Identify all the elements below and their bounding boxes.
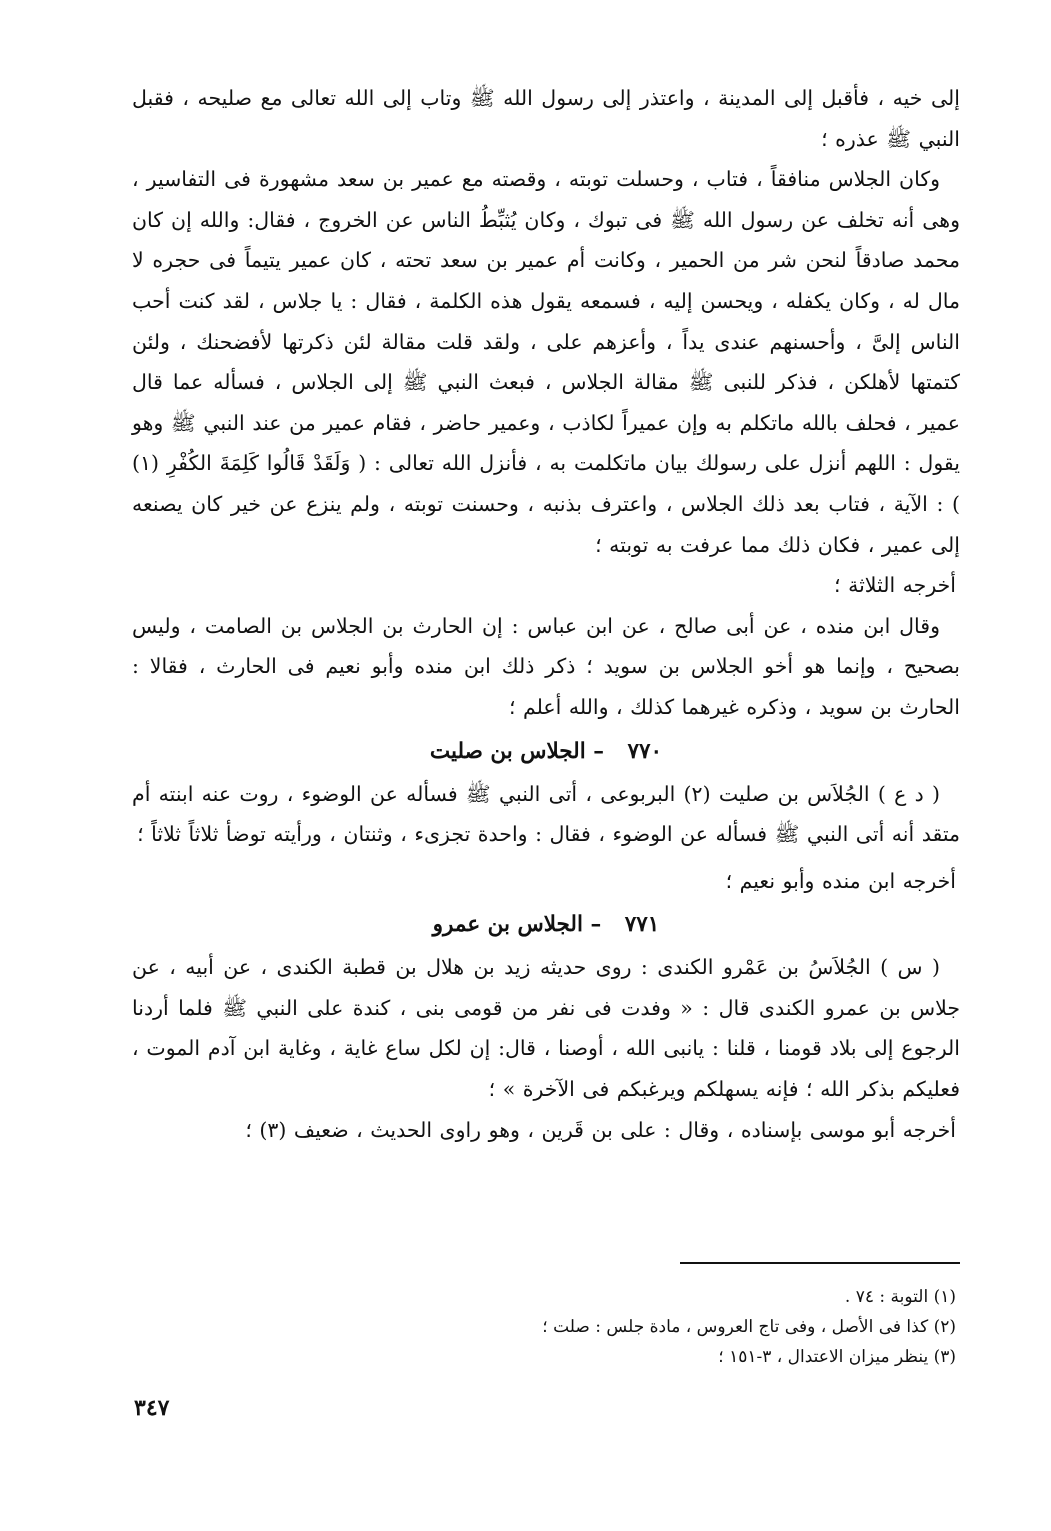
entry-770-attribution: أخرجه ابن منده وأبو نعيم ؛ [725, 868, 956, 893]
paragraph-story: وكان الجلاس منافقاً ، فتاب ، وحسلت توبته ، وقصته مع عمير بن سعد مشهورة فى التفاسير ، وهى أنه تخلف عن رسول الله ﷺ فى تبوك ، وكان يُثبِّطُ الناس عن الخروج ، فقال: والله إن كان محمد صادقاً لنحن شر من الحمير ، وكانت أم عمير بن سعد تحته ، كان عمير يتيماً فى حجره لا مال له ، وكان يكفله ، ويحسن إليه ، فسمعه يقول هذه الكلمة ، فقال : يا جلاس ، لقد كنت أحب الناس إلىَّ ، وأحسنهم عندى يداً ، وأعزهم على ، ولقد قلت مقالة لئن ذكرتها لأفضحنك ، ولئن كتمتها لأهلكن ، فذكر للنبى ﷺ مقالة الجلاس ، فبعث النبي ﷺ إلى الجلاس ، فسأله عما قال عمير ، فحلف بالله ماتكلم به وإن عميراً لكاذب ، وعمير حاضر ، فقام عمير من عند النبي ﷺ وهو يقول : اللهم أنزل على رسولك بيان ماتكلمت به ، فأنزل الله تعالى : ( وَلَقَدْ قَالُوا كَلِمَةَ الكُفْرِ (١) ) : الآية ، فتاب بعد ذلك الجلاس ، واعترف بذنبه ، وحسنت توبته ، ولم ينزع عن خير كان يصنعه إلى عمير ، فكان ذلك مما عرفت به توبته ؛ [132, 167, 960, 557]
entry-heading-771 [132, 905, 960, 945]
entry-771-text: ( س ) الجُلاَسُ بن عَمْرو الكندى : روى حديثه زيد بن هلال بن قطبة الكندى ، عن أبيه ، عن جلاس بن عمرو الكندى قال : « وفدت فى نفر من قومى بنى ، كندة على النبي ﷺ فلما أردنا الرجوع إلى بلاد قومنا ، قلنا : يانبى الله ، أوصنا ، قال: إن لكل ساع غاية ، وغاية ابن آدم الموت ، فعليكم بذكر الله ؛ فإنه يسهلكم ويرغبكم فى الآخرة » ؛ [132, 955, 960, 1102]
entry-title: الجلاس بن عمرو [432, 912, 583, 938]
paragraph-ibn-mandah: وقال ابن منده ، عن أبى صالح ، عن ابن عباس : إن الحارث بن الجلاس بن الصامت ، وليس بصحيح ، وإنما هو أخو الجلاس بن سويد ؛ ذكر ذلك ابن منده وأبو نعيم فى الحارث ، فقالا : الحارث بن سويد ، وذكره غيرهما كذلك ، والله أعلم ؛ [132, 613, 960, 719]
footnote-1: (١) التوبة : ٧٤ . [844, 1287, 956, 1307]
entry-dash: – [590, 912, 602, 938]
page-number: ٣٤٧ [134, 1395, 170, 1421]
entry-number: ٧٧١ [624, 912, 660, 938]
entry-title: الجلاس بن صليت [429, 738, 586, 764]
footnote-divider [680, 1262, 960, 1264]
entry-771-attribution: أخرجه أبو موسى بإسناده ، وقال : على بن قَرين ، وهو راوى الحديث ، ضعيف (٣) ؛ [245, 1117, 956, 1142]
entry-heading-770 [132, 732, 960, 772]
paragraph-attribution: أخرجه الثلاثة ؛ [834, 573, 956, 598]
footnotes [500, 1282, 956, 1372]
entry-dash: – [593, 738, 604, 764]
entry-number: ٧٧٠ [627, 738, 663, 764]
paragraph-continuation: إلى خيه ، فأقبل إلى المدينة ، واعتذر إلى رسول الله ﷺ وتاب إلى الله تعالى مع صليحه ، فقبل النبي ﷺ عذره ؛ [132, 86, 960, 151]
entry-770-text: ( د ع ) الجُلاَس بن صليت (٢) البربوعى ، أتى النبي ﷺ فسأله عن الوضوء ، روت عنه ابنته أم متقد أنه أتى النبي ﷺ فسأله عن الوضوء ، فقال : واحدة تجزىء ، وثنتان ، ورأيته توضأ ثلاثاً ثلاثاً ؛ [132, 781, 960, 847]
page-body [132, 78, 960, 1150]
footnote-2: (٢) كذا فى الأصل ، وفى تاج العروس ، مادة جلس : صلت ؛ [542, 1317, 956, 1337]
footnote-3: (٣) ينظر ميزان الاعتدال ، ٣-١٥١ ؛ [718, 1347, 956, 1367]
